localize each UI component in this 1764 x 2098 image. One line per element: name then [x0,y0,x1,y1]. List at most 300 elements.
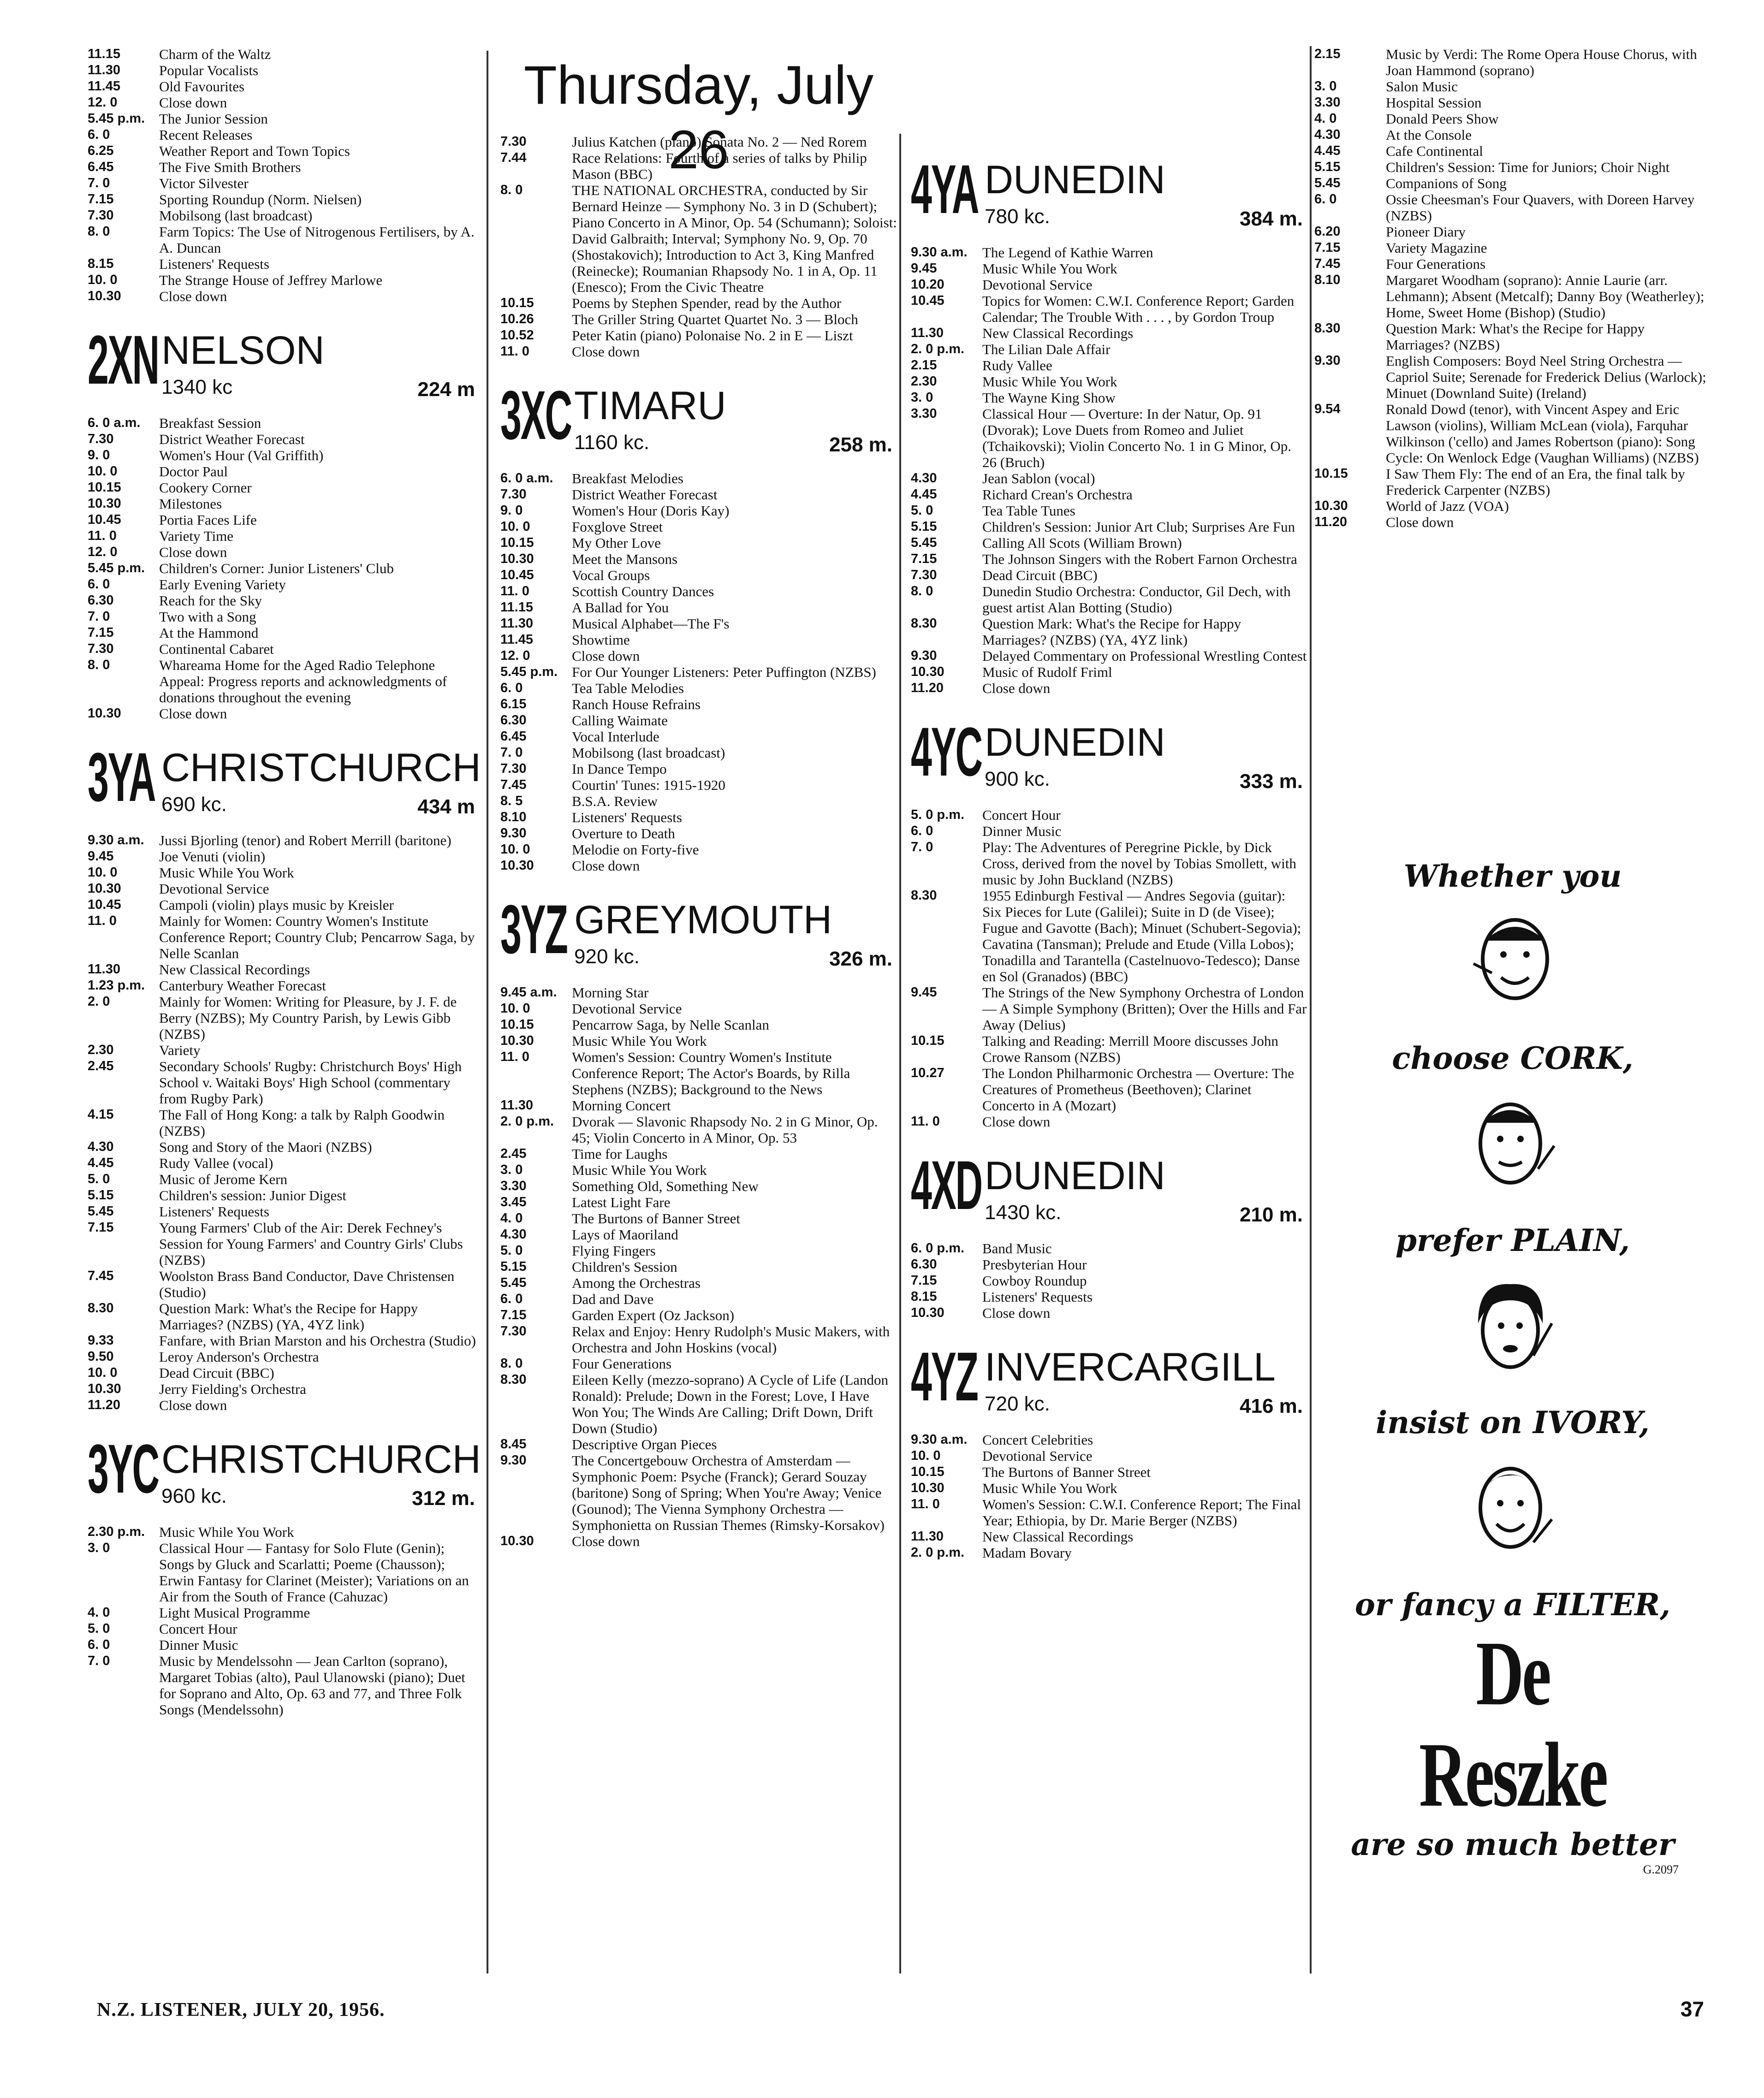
entry-time: 5.45 [500,1275,527,1290]
entry-title: Margaret Woodham (soprano): Annie Laurie (arr. Lehmann); Absent (Metcalf); Danny Boy (Weatherley); Home, Sweet Home (Bishop) (Studio) [1386,272,1705,320]
entry-title: Weather Report and Town Topics [159,143,350,159]
entry-time: 11. 0 [911,1114,940,1129]
entry-title: Early Evening Variety [159,576,286,593]
entry-time: 6. 0 [1314,192,1337,207]
entry-time: 4.30 [911,471,937,486]
entry-title: Close down [982,1305,1051,1321]
entry-title: Mobilsong (last broadcast) [572,745,725,761]
station-header [500,378,897,466]
entry-title: Four Generations [1386,256,1486,272]
entry-time: 4.45 [911,487,937,502]
entry-time: 6. 0 [88,127,110,142]
entry-time: 7. 0 [88,609,110,624]
entry-title: Mobilsong (last broadcast) [159,207,313,224]
schedule-entry [88,1220,480,1268]
schedule-entry [500,311,897,327]
entry-time: 11. 0 [88,913,117,928]
schedule-entry [88,1365,480,1381]
entry-title: Pioneer Diary [1386,224,1466,240]
schedule-entry [88,1605,480,1621]
entry-time: 4. 0 [1314,111,1337,126]
entry-time: 9. 0 [88,448,110,462]
entry-time: 10.30 [500,551,534,566]
schedule-entry [1314,78,1706,95]
entry-time: 9.30 a.m. [911,1432,968,1447]
schedule-entry [88,46,480,62]
entry-title: Race Relations: Fourth of a series of talks by Philip Mason (BBC) [572,150,867,182]
station-frequency: 1430 kc. [985,1201,1062,1224]
entry-time: 10. 0 [88,464,118,479]
entry-time: 4.30 [88,1139,114,1154]
schedule-entry [88,447,480,463]
schedule-entry [88,609,480,625]
entry-time: 10.27 [911,1066,944,1080]
entry-title: The Lilian Dale Affair [982,341,1111,357]
entry-title: The Junior Session [159,111,268,127]
entry-time: 3. 0 [911,390,933,405]
entry-title: Calling Waimate [572,712,668,729]
schedule-entry [500,344,897,360]
entry-title: Play: The Adventures of Peregrine Pickle, by Dick Cross, derived from the novel by Tobias Smollett, with music by John Buckland (NZBS) [982,839,1296,888]
schedule-entry [500,793,897,809]
schedule-entry [911,616,1307,648]
entry-title: Time for Laughs [572,1146,668,1162]
entry-title: Ranch House Refrains [572,696,701,712]
smoking-woman-illustration [1464,1273,1561,1388]
entry-time: 10.30 [88,706,121,721]
entry-title: Peter Katin (piano) Polonaise No. 2 in E — Liszt [572,327,853,344]
entry-time: 11. 0 [88,528,117,543]
station-block [88,323,480,722]
entry-time: 7.15 [911,551,937,566]
entry-title: Vocal Interlude [572,729,659,745]
schedule-entry [911,664,1307,680]
schedule-entry [500,616,897,632]
entry-time: 10.15 [1314,466,1348,481]
station-header [500,892,897,980]
schedule-entry [911,1480,1307,1496]
entry-title: Close down [572,648,640,664]
entry-time: 8.30 [88,1301,114,1316]
ad-line: prefer PLAIN, [1395,1222,1630,1258]
entry-time: 7.30 [500,761,527,776]
entry-title: Music by Mendelssohn — Jean Carlton (soprano), Margaret Tobias (alto), Paul Ulanowski (piano); Duet for Soprano and Alto, Op. 63 and 77, and Three Folk Songs (Mendelssohn) [159,1653,465,1718]
schedule-entry [500,761,897,777]
entry-time: 9.45 [911,985,937,1000]
entry-title: At the Hammond [159,625,259,641]
schedule-entry [911,1464,1307,1480]
entry-time: 10.30 [88,1381,121,1396]
ad-line: insist on IVORY, [1376,1405,1650,1440]
entry-time: 3. 0 [88,1541,110,1555]
entry-time: 10.30 [1314,498,1348,513]
schedule-entry [911,1114,1307,1130]
schedule-entry [500,1097,897,1114]
schedule-entry [500,583,897,599]
entry-title: New Classical Recordings [159,961,310,978]
entry-title: Musical Alphabet—The F's [572,616,730,632]
entry-title: The Burtons of Banner Street [982,1464,1151,1480]
entry-title: Cookery Corner [159,480,252,496]
station-city: DUNEDIN [985,1154,1165,1198]
schedule-entry [500,825,897,842]
station-callsign: 3YA [88,738,155,816]
entry-title: Breakfast Melodies [572,470,683,486]
entry-title: Dunedin Studio Orchestra: Conductor, Gil Dech, with guest artist Alan Botting (Studio) [982,583,1291,616]
station-frequency: 720 kc. [985,1393,1050,1415]
entry-title: Close down [159,705,227,722]
entry-title: Close down [982,1114,1051,1130]
schedule-entry [88,832,480,848]
schedule-entry [911,470,1307,486]
entry-title: Salon Music [1386,78,1458,95]
entry-title: Lays of Maoriland [572,1227,678,1243]
schedule-entry [500,745,897,761]
schedule-entry [500,182,897,295]
schedule-entry [88,272,480,288]
schedule-entry [911,357,1307,373]
entry-time: 3. 0 [500,1162,523,1177]
schedule-entry [88,1381,480,1397]
entry-title: Descriptive Organ Pieces [572,1436,717,1452]
station-callsign: 3XC [500,376,571,454]
schedule-entry [911,277,1307,293]
entry-time: 7. 0 [88,176,110,190]
entry-time: 2. 0 p.m. [500,1114,554,1129]
schedule-entry [500,809,897,825]
entry-title: Dead Circuit (BBC) [982,567,1098,583]
schedule-entry [1314,127,1706,143]
entry-time: 10.20 [911,277,944,292]
schedule-entry [500,1162,897,1178]
schedule-entry [88,994,480,1042]
entry-title: Popular Vocalists [159,62,259,78]
schedule-entry [88,560,480,576]
station-block [88,1432,480,1718]
entry-title: Women's Session: C.W.I. Conference Report; The Final Year; Ethiopia, by Dr. Marie Berger (NZBS) [982,1496,1301,1529]
entry-title: Joe Venuti (violin) [159,848,266,865]
schedule-entry [88,111,480,127]
entry-time: 7.15 [88,625,114,640]
schedule-entry [1314,224,1706,240]
entry-time: 5.15 [911,519,937,534]
entry-title: Companions of Song [1386,175,1507,191]
entry-title: Showtime [572,632,630,648]
entry-time: 2.45 [500,1146,527,1161]
entry-time: 11.30 [500,616,533,631]
entry-title: Courtin' Tunes: 1915-1920 [572,777,725,793]
entry-title: Richard Crean's Orchestra [982,486,1133,503]
entry-title: Music of Rudolf Friml [982,664,1112,680]
entry-time: 7.15 [500,1308,527,1322]
entry-title: Music While You Work [159,1524,294,1540]
entry-title: Close down [159,95,227,111]
entry-time: 8. 0 [88,224,110,239]
schedule-entry [88,463,480,480]
entry-time: 10.30 [911,1305,944,1320]
entry-time: 10.15 [500,535,534,550]
entry-title: Mainly for Women: Writing for Pleasure, by J. F. de Berry (NZBS); My Country Parish, by Lewis Gibb (NZBS) [159,994,457,1042]
entry-title: Music While You Work [982,261,1117,277]
entry-time: 7.44 [500,150,527,165]
entry-time: 11.30 [911,326,944,340]
schedule-entry [500,680,897,696]
entry-title: Breakfast Session [159,415,261,431]
entry-title: Women's Hour (Doris Kay) [572,503,730,519]
station-wavelength: 224 m [417,378,475,401]
entry-time: 5.15 [1314,160,1341,174]
entry-title: Melodie on Forty-five [572,842,699,858]
entry-time: 11.15 [500,600,533,615]
schedule-entry [500,519,897,535]
station-frequency: 960 kc. [161,1485,227,1507]
schedule-entry [88,1058,480,1107]
schedule-entry [911,1305,1307,1321]
entry-time: 10.45 [88,512,121,527]
schedule-entry [911,486,1307,503]
entry-title: Children's session: Junior Digest [159,1187,346,1203]
entry-time: 2.30 [88,1043,114,1057]
station-wavelength: 258 m. [829,433,892,456]
entry-time: 11. 0 [500,344,529,359]
station-city: CHRISTCHURCH [161,746,481,790]
entry-time: 10.30 [500,1033,534,1048]
column-3 [911,134,1307,1561]
entry-time: 10.30 [500,858,534,873]
station-wavelength: 416 m. [1240,1395,1303,1417]
entry-title: Fanfare, with Brian Marston and his Orchestra (Studio) [159,1333,476,1349]
entry-time: 6. 0 [500,1292,523,1306]
schedule-entry [1314,159,1706,175]
entry-title: The Burtons of Banner Street [572,1210,741,1227]
entry-time: 12. 0 [88,545,118,559]
schedule-entry [1314,46,1706,78]
entry-title: New Classical Recordings [982,1529,1134,1545]
schedule-entry [88,544,480,560]
entry-time: 6.45 [88,160,114,174]
entry-time: 2. 0 p.m. [911,1545,965,1560]
entry-title: Something Old, Something New [572,1178,759,1194]
entry-title: Women's Hour (Val Griffith) [159,447,324,463]
schedule-entry [88,159,480,175]
schedule-entry [500,984,897,1001]
entry-title: Close down [572,344,640,360]
station-block [500,378,897,874]
entry-title: Variety Magazine [1386,240,1487,256]
entry-title: Question Mark: What's the Recipe for Happy Marriages? (NZBS) (YA, 4YZ link) [982,616,1241,648]
entry-title: Listeners' Requests [982,1289,1093,1305]
schedule-entry [88,127,480,143]
schedule-entry [500,1194,897,1210]
station-callsign: 4YC [911,713,982,790]
schedule-entry [500,295,897,311]
entry-title: District Weather Forecast [159,431,305,447]
entry-time: 10.30 [88,289,121,303]
schedule-entry [1314,175,1706,191]
entry-time: 2.15 [911,358,937,373]
station-callsign: 3YC [88,1430,159,1507]
entry-title: Song and Story of the Maori (NZBS) [159,1139,372,1155]
entry-title: For Our Younger Listeners: Peter Puffington (NZBS) [572,664,876,680]
entry-time: 10.45 [88,897,121,912]
entry-time: 7. 0 [500,745,523,760]
station-header [88,1432,480,1519]
entry-time: 11. 0 [911,1497,940,1511]
entry-title: Dinner Music [982,823,1062,839]
entry-title: Presbyterian Hour [982,1256,1087,1273]
entry-time: 12. 0 [500,648,530,663]
schedule-entry [88,207,480,224]
entry-time: 5.45 [1314,176,1341,190]
entry-time: 6.25 [88,143,114,158]
entry-time: 3.45 [500,1195,527,1209]
entry-time: 4.15 [88,1107,114,1122]
station-wavelength: 333 m. [1240,770,1303,793]
entry-title: Victor Silvester [159,175,249,191]
entry-title: At the Console [1386,127,1472,143]
entry-title: Music by Verdi: The Rome Opera House Chorus, with Joan Hammond (soprano) [1386,46,1697,78]
entry-title: Sporting Roundup (Norm. Nielsen) [159,191,362,207]
station-wavelength: 326 m. [829,948,892,970]
entry-time: 5. 0 p.m. [911,807,965,822]
entry-title: Devotional Service [982,1448,1093,1464]
station-city: TIMARU [574,384,726,428]
schedule-entry [88,1621,480,1637]
entry-title: Close down [982,680,1051,696]
entry-time: 6. 0 [88,1637,110,1652]
schedule-entry [500,486,897,503]
schedule-entry [500,777,897,793]
entry-time: 5. 0 [88,1172,110,1186]
entry-title: Woolston Brass Band Conductor, Dave Christensen (Studio) [159,1268,455,1300]
entry-time: 9.33 [88,1333,114,1348]
schedule-entry [88,1171,480,1187]
entry-time: 6. 0 [911,824,933,838]
entry-title: Reach for the Sky [159,593,262,609]
entry-title: The Strange House of Jeffrey Marlowe [159,272,383,288]
schedule-entry [500,1291,897,1307]
schedule-entry [911,1033,1307,1065]
entry-time: 10.30 [911,1481,944,1495]
schedule-entry [911,325,1307,341]
entry-title: The London Philharmonic Orchestra — Overture: The Creatures of Prometheus (Beethoven); Clarinet Concerto in A (Mozart) [982,1065,1295,1114]
entry-time: 11.15 [88,47,120,61]
schedule-entry [500,1307,897,1323]
entry-title: Rudy Vallee (vocal) [159,1155,273,1171]
entry-time: 7.30 [88,432,114,446]
entry-time: 6. 0 [500,681,523,695]
schedule-entry [500,664,897,680]
station-frequency: 780 kc. [985,205,1050,228]
entry-title: The Strings of the New Symphony Orchestra of London — A Simple Symphony (Britten); Over the Hills and Far Away (Delius) [982,984,1307,1033]
schedule-entry [88,1397,480,1413]
schedule-entry [911,839,1307,888]
schedule-entry [911,293,1307,325]
schedule-entry [500,535,897,551]
schedule-entry [1314,240,1706,256]
entry-title: Eileen Kelly (mezzo-soprano) A Cycle of Life (Landon Ronald): Prelude; Down in the Forest; Love, I Have Won You; The Winds Are Calling; Drift Down, Drift Down (Studio) [572,1372,889,1436]
entry-time: 7.45 [500,777,527,792]
entry-time: 9.30 [500,1453,527,1468]
ad-line: Whether you [1403,858,1622,894]
entry-time: 6.30 [88,593,114,608]
entry-time: 10.45 [500,568,534,582]
entry-title: Children's Session: Time for Juniors; Choir Night [1386,159,1670,175]
entry-title: Foxglove Street [572,519,663,535]
entry-title: World of Jazz (VOA) [1386,498,1509,514]
entry-time: 8.10 [500,810,527,824]
station-header [911,1148,1307,1236]
page-number: 37 [1680,1997,1704,2021]
entry-title: Meet the Mansons [572,551,678,567]
schedule-entry [500,1178,897,1194]
schedule-entry [500,1275,897,1291]
entry-time: 5.45 [88,1204,114,1219]
entry-title: The Johnson Singers with the Robert Farnon Orchestra [982,551,1297,567]
entry-title: Dead Circuit (BBC) [159,1365,274,1381]
station-wavelength: 434 m [417,795,475,818]
entry-title: B.S.A. Review [572,793,658,809]
entry-time: 10.30 [88,881,121,896]
cigarette-advertisement [1328,858,1697,1974]
entry-title: Farm Topics: The Use of Nitrogenous Fertilisers, by A. A. Duncan [159,224,475,256]
entry-title: My Other Love [572,535,661,551]
schedule-entry [911,341,1307,357]
entry-time: 9.50 [88,1349,114,1364]
entry-title: Topics for Women: C.W.I. Conference Report; Garden Calendar; The Trouble With . . . , by Gordon Troup [982,293,1295,325]
entry-time: 11.45 [500,632,533,647]
entry-title: Music While You Work [159,865,294,881]
schedule-entry [911,373,1307,390]
entry-time: 5.15 [88,1188,114,1203]
entry-time: 1.23 p.m. [88,978,145,993]
schedule-entry [500,134,897,150]
entry-title: The Five Smith Brothers [159,159,301,175]
entry-title: Dinner Music [159,1637,238,1653]
entry-time: 6. 0 p.m. [911,1241,965,1256]
entry-title: Classical Hour — Fantasy for Solo Flute (Genin); Songs by Gluck and Scarlatti; Poeme (Chausson); Erwin Fantasy for Clarinet (Meister); Variations on an Air from the South of France (Cahuzac) [159,1540,469,1605]
entry-title: The Legend of Kathie Warren [982,244,1153,261]
station-block [911,1148,1307,1321]
schedule-entry [500,1017,897,1033]
schedule-entry [500,1001,897,1017]
schedule-entry [911,1448,1307,1464]
station-header [88,740,480,828]
schedule-entry [88,1653,480,1718]
entry-time: 12. 0 [88,95,118,110]
schedule-entry [88,191,480,207]
entry-time: 7.30 [88,208,114,223]
entry-time: 11.20 [911,681,944,695]
brand-logo: De Reszke [1419,1623,1606,1826]
schedule-list [1314,46,1706,530]
entry-title: District Weather Forecast [572,486,718,503]
entry-title: Julius Katchen (piano) Sonata No. 2 — Ned Rorem [572,134,867,150]
schedule-entry [500,567,897,583]
entry-time: 10. 0 [500,519,530,534]
entry-time: 11.30 [88,962,120,977]
entry-time: 8.30 [911,888,937,903]
schedule-entry [500,470,897,486]
entry-title: Classical Hour — Overture: In der Natur, Op. 91 (Dvorak); Love Duets from Romeo and Juliet (Tchaikovski); Violin Concerto No. 1 in G Minor, Op. 26 (Bruch) [982,406,1292,470]
entry-title: Variety [159,1042,201,1058]
schedule-entry [88,62,480,78]
entry-time: 6. 0 a.m. [500,471,553,486]
entry-time: 7.30 [500,487,527,502]
entry-title: Close down [159,1397,227,1413]
schedule-entry [88,625,480,641]
entry-time: 7.15 [1314,240,1341,255]
